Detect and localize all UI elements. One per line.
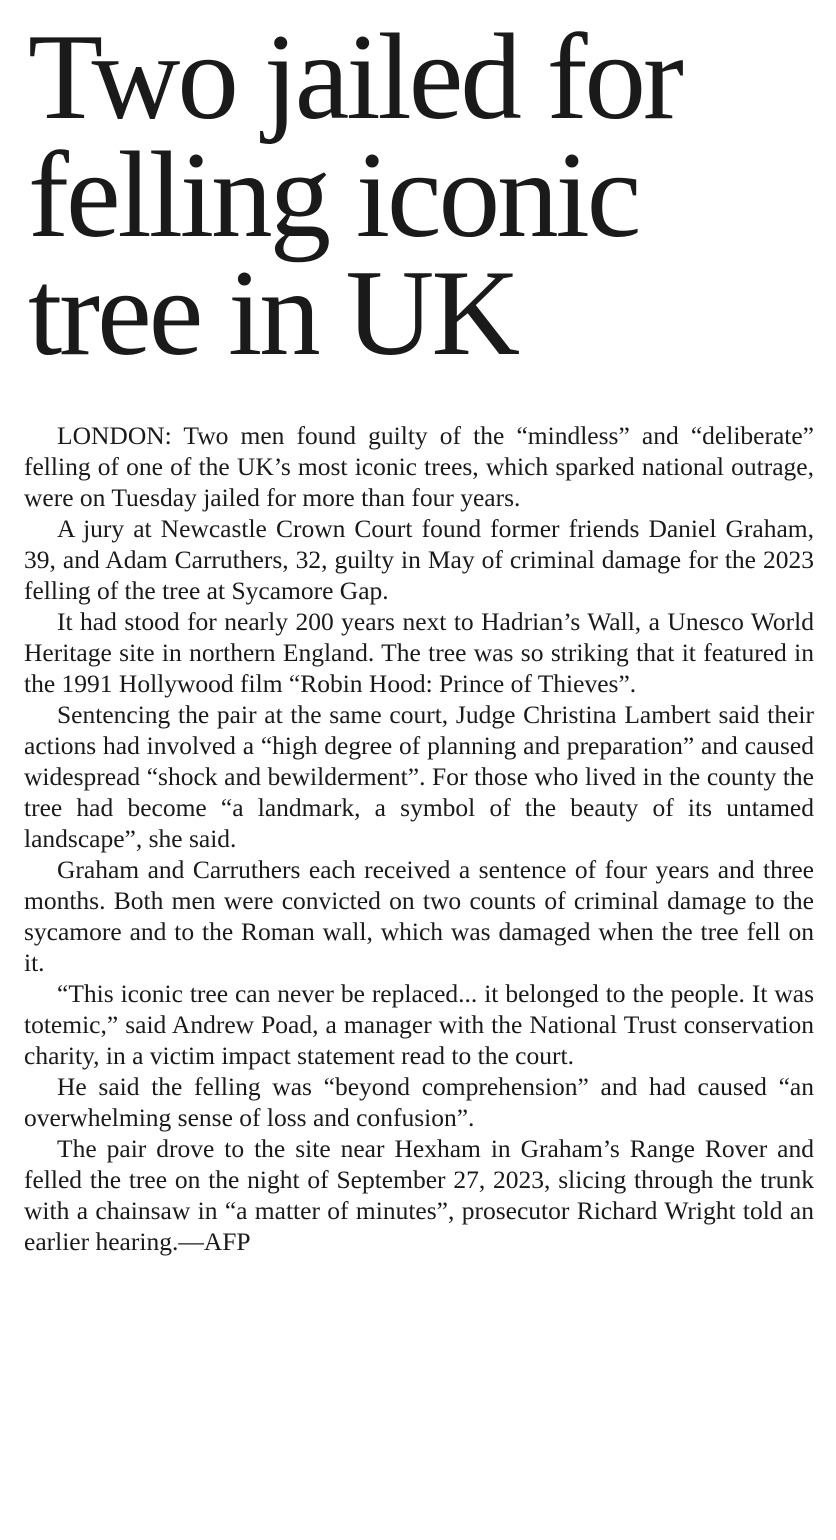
article-paragraph-8: The pair drove to the site near Hexham in Graham’s Range Rover and felled the tree on the night of September 27, 2023, slicing through the trunk with a chainsaw in “a matter of minutes”, prosecutor Richard Wright told an earlier hearing.—AFP <box>24 1134 814 1256</box>
article-paragraph-5: Graham and Carruthers each received a sentence of four years and three months. Both men were convicted on two counts of criminal damage to the sycamore and to the Roman wall, which was damaged when the tree fell on it. <box>24 855 814 977</box>
article-paragraph-6: “This iconic tree can never be replaced... it belonged to the people. It was totemic,” said Andrew Poad, a manager with the National Trust conservation charity, in a victim impact statement read to the court. <box>24 979 814 1070</box>
article-paragraph-7: He said the felling was “beyond comprehension” and had caused “an overwhelming sense of loss and confusion”. <box>24 1072 814 1132</box>
article-body <box>24 420 814 1257</box>
article-headline <box>28 8 814 381</box>
article-paragraph-1: LONDON: Two men found guilty of the “mindless” and “deliberate” felling of one of the UK’s most iconic trees, which sparked national outrage, were on Tuesday jailed for more than four years. <box>24 421 814 512</box>
article-paragraph-4: Sentencing the pair at the same court, Judge Christina Lambert said their actions had involved a “high degree of planning and preparation” and caused widespread “shock and bewilderment”. For those who lived in the county the tree had become “a landmark, a symbol of the beauty of its untamed landscape”, she said. <box>24 700 814 853</box>
article-paragraph-3: It had stood for nearly 200 years next to Hadrian’s Wall, a Unesco World Heritage site in northern England. The tree was so striking that it featured in the 1991 Hollywood film “Robin Hood: Prince of Thieves”. <box>24 607 814 698</box>
headline-line-3: tree in UK <box>28 244 518 381</box>
headline-line-2: felling iconic <box>28 126 639 263</box>
headline-line-1: Two jailed for <box>28 8 681 145</box>
news-article <box>24 0 814 1257</box>
article-paragraph-2: A jury at Newcastle Crown Court found former friends Daniel Graham, 39, and Adam Carruthers, 32, guilty in May of criminal damage for the 2023 felling of the tree at Sycamore Gap. <box>24 514 814 605</box>
